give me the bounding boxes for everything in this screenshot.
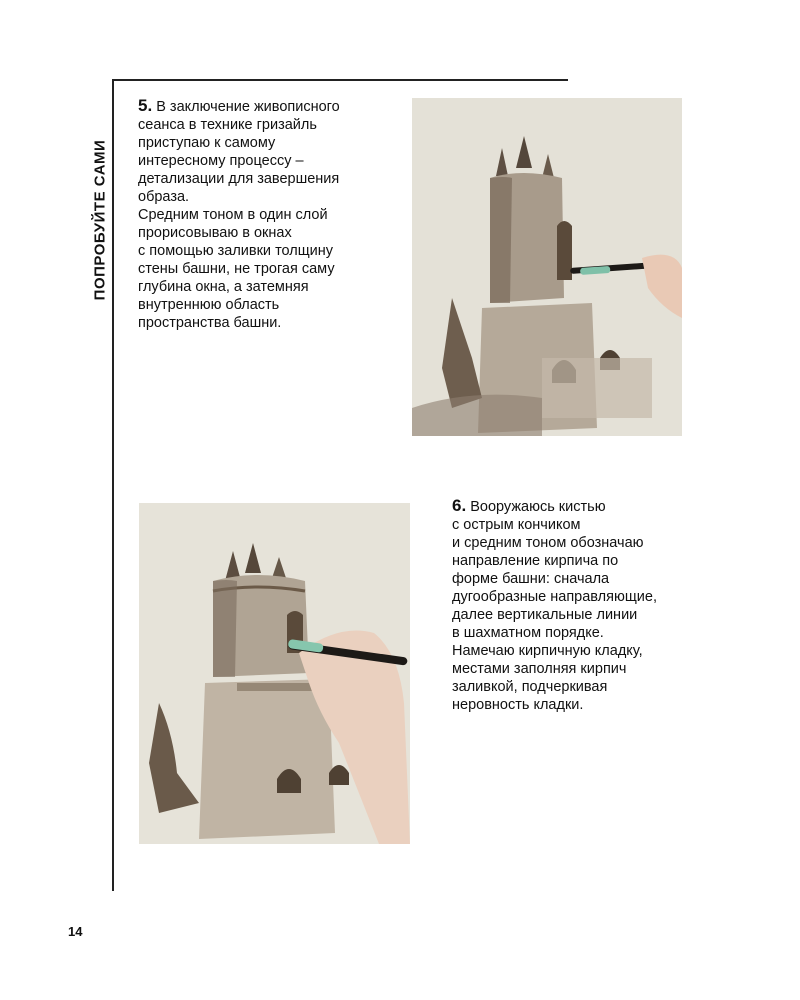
text-line: в шахматном порядке. — [452, 625, 604, 641]
tower-illustration — [139, 503, 410, 844]
text-line: Вооружаюсь кистью — [470, 499, 606, 515]
step-5-text — [138, 97, 388, 332]
text-line: направление кирпича по — [452, 553, 619, 569]
step-number: 6. — [452, 496, 467, 515]
step-6-text — [452, 497, 702, 714]
text-line: местами заполняя кирпич — [452, 661, 627, 677]
text-line: Намечаю кирпичную кладку, — [452, 643, 643, 659]
text-line: прорисовываю в окнах — [138, 225, 292, 241]
step-number: 5. — [138, 96, 153, 115]
text-line: детализации для завершения — [138, 171, 340, 187]
page-number: 14 — [68, 924, 83, 939]
text-line: дугообразные направляющие, — [452, 589, 657, 605]
text-line: внутреннюю область — [138, 297, 280, 313]
tower-painting-photo-step-6 — [139, 503, 410, 844]
section-label-text: ПОПРОБУЙТЕ САМИ — [91, 139, 109, 301]
text-line: глубина окна, а затемняя — [138, 279, 309, 295]
text-line: и средним тоном обозначаю — [452, 535, 644, 551]
text-line: с помощью заливки толщину — [138, 243, 334, 259]
text-line: заливкой, подчеркивая — [452, 679, 608, 695]
left-rule — [112, 79, 114, 891]
text-line: образа. — [138, 189, 190, 205]
text-line: стены башни, не трогая саму — [138, 261, 335, 277]
text-line: интересному процессу – — [138, 153, 304, 169]
text-line: Средним тоном в один слой — [138, 207, 328, 223]
text-line: пространства башни. — [138, 315, 282, 331]
text-line: В заключение живописного — [156, 99, 340, 115]
text-line: неровность кладки. — [452, 697, 584, 713]
text-line: форме башни: сначала — [452, 571, 610, 587]
tower-illustration — [412, 98, 682, 436]
text-line: с острым кончиком — [452, 517, 581, 533]
text-line: далее вертикальные линии — [452, 607, 638, 623]
tower-painting-photo-step-5 — [412, 98, 682, 436]
text-line: приступаю к самому — [138, 135, 276, 151]
top-rule — [112, 79, 568, 81]
text-line: сеанса в технике гризайль — [138, 117, 317, 133]
